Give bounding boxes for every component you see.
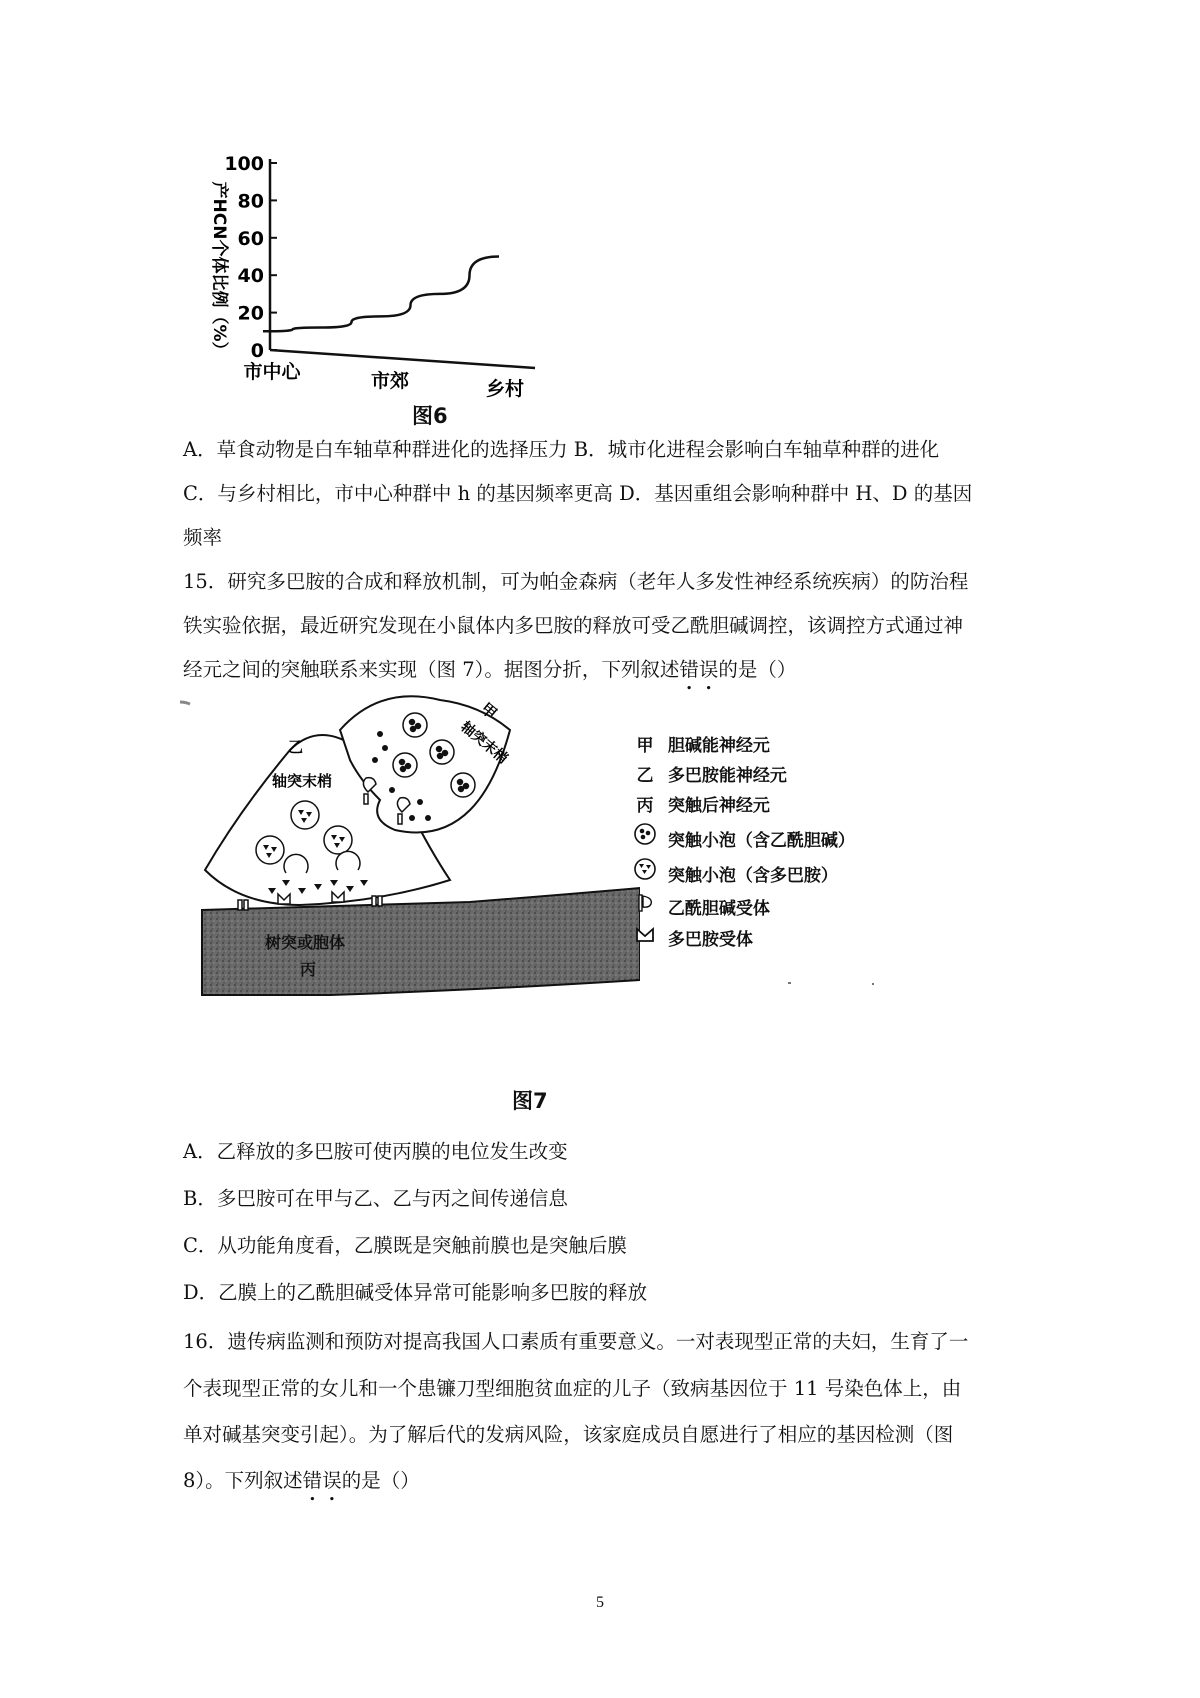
y-axis-label: 产HCN个体比例（%）: [209, 181, 229, 359]
emphasis-char: 错: [302, 1469, 323, 1492]
emphasis-char: 错: [679, 658, 699, 681]
legend-item-jia: [628, 731, 770, 756]
y-tick-label: 80: [237, 190, 264, 213]
legend-text: 胆碱能神经元: [667, 736, 770, 756]
legend-item-ach-receptor: [628, 892, 770, 919]
legend-item-da-receptor: [628, 923, 753, 950]
legend-item-yi: [628, 761, 787, 786]
q15-stem-line1: 15．研究多巴胺的合成和释放机制，可为帕金森病（老年人多发性神经系统疾病）的防治程: [183, 570, 969, 593]
q15-option-a: A．乙释放的多巴胺可使丙膜的电位发生改变: [183, 1140, 568, 1163]
emphasis-char: 误: [322, 1469, 342, 1492]
ach-receptor-icon: [628, 892, 662, 919]
da-receptor-icon: [628, 923, 662, 950]
label-jia-terminal: 轴突末梢: [457, 718, 511, 768]
label-bing-body: 树突或胞体: [265, 933, 346, 952]
legend-text: 多巴胺受体: [667, 930, 753, 950]
legend-text: 突触小泡（含乙酰胆碱）: [667, 831, 855, 851]
legend-item-ach-vesicle: [628, 822, 855, 851]
q15-stem-text: 经元之间的突触联系来实现（图 7）。据图分折，下列叙述: [183, 658, 680, 681]
q14-option-a-b: A．草食动物是白车轴草种群进化的选择压力 B．城市化进程会影响白车轴草种群的进化: [183, 438, 940, 461]
emphasis-char: 误: [698, 658, 719, 681]
y-tick-label: 100: [224, 155, 264, 175]
q16-stem-line1: 16．遗传病监测和预防对提高我国人口素质有重要意义。一对表现型正常的夫妇，生育了一: [183, 1330, 969, 1353]
y-tick-label: 60: [237, 227, 264, 250]
q15-option-b: B．多巴胺可在甲与乙、乙与丙之间传递信息: [183, 1187, 568, 1210]
q15-option-c: C．从功能角度看，乙膜既是突触前膜也是突触后膜: [183, 1234, 627, 1257]
scan-mark: [180, 702, 190, 704]
x-category-label: 市中心: [243, 361, 301, 383]
x-axis: [270, 350, 535, 368]
scan-speck: [872, 983, 874, 985]
q14-option-c-d: C．与乡村相比，市中心种群中 h 的基因频率更高 D．基因重组会影响种群中 H、D 的基因: [183, 482, 973, 505]
series-line: [263, 257, 499, 332]
q16-stem-tail: 的是（）: [341, 1469, 420, 1492]
legend-text: 乙酰胆碱受体: [667, 899, 770, 919]
x-category-labels: [243, 360, 524, 400]
q15-option-d: D．乙膜上的乙酰胆碱受体异常可能影响多巴胺的释放: [183, 1281, 648, 1304]
figure6-chart: [180, 155, 600, 445]
legend-item-da-vesicle: [628, 857, 838, 886]
vesicle-ach-icon: [628, 822, 662, 851]
label-yi: 乙: [288, 738, 304, 756]
legend-text: 突触小泡（含多巴胺）: [667, 866, 838, 886]
label-yi-terminal: 轴突末梢: [272, 772, 333, 790]
legend-key: 甲: [636, 736, 654, 756]
q16-stem-line3: 单对碱基突变引起）。为了解后代的发病风险，该家庭成员自愿进行了相应的基因检测（图: [183, 1423, 954, 1446]
legend-text: 突触后神经元: [667, 796, 770, 816]
chart-axes: [270, 159, 535, 368]
q14-option-d-continued: 频率: [183, 526, 223, 549]
vesicle-da-icon: [628, 857, 662, 886]
figure7-caption: 图7: [512, 1089, 548, 1113]
y-tick-label: 20: [237, 302, 264, 325]
figure6-caption: 图6: [412, 404, 448, 428]
scan-speck: [788, 982, 791, 984]
q15-stem-tail: 的是（）: [718, 658, 797, 681]
y-tick-label: 40: [237, 265, 264, 288]
q16-stem-line4: [183, 1469, 420, 1493]
q16-stem-text: 8）。下列叙述: [183, 1469, 303, 1492]
page-number: 5: [596, 1594, 604, 1611]
legend-key: 丙: [636, 796, 654, 816]
label-bing: 丙: [300, 960, 317, 979]
chart-series: [263, 257, 499, 332]
legend-text: 多巴胺能神经元: [667, 766, 787, 786]
label-jia: 甲: [477, 699, 501, 723]
q16-stem-line2: 个表现型正常的女儿和一个患镰刀型细胞贫血症的儿子（致病基因位于 11 号染色体上，由: [183, 1377, 962, 1400]
legend-key: 乙: [636, 766, 654, 786]
q15-stem-line3: [183, 658, 796, 682]
y-tick-label: 0: [250, 340, 264, 362]
x-category-label: 市郊: [370, 370, 410, 392]
legend-item-bing: [628, 791, 770, 816]
q15-stem-line2: 铁实验依据，最近研究发现在小鼠体内多巴胺的释放可受乙酰胆碱调控，该调控方式通过神: [183, 614, 964, 637]
figure7-diagram: [180, 690, 640, 1010]
x-category-label: 乡村: [485, 378, 525, 400]
